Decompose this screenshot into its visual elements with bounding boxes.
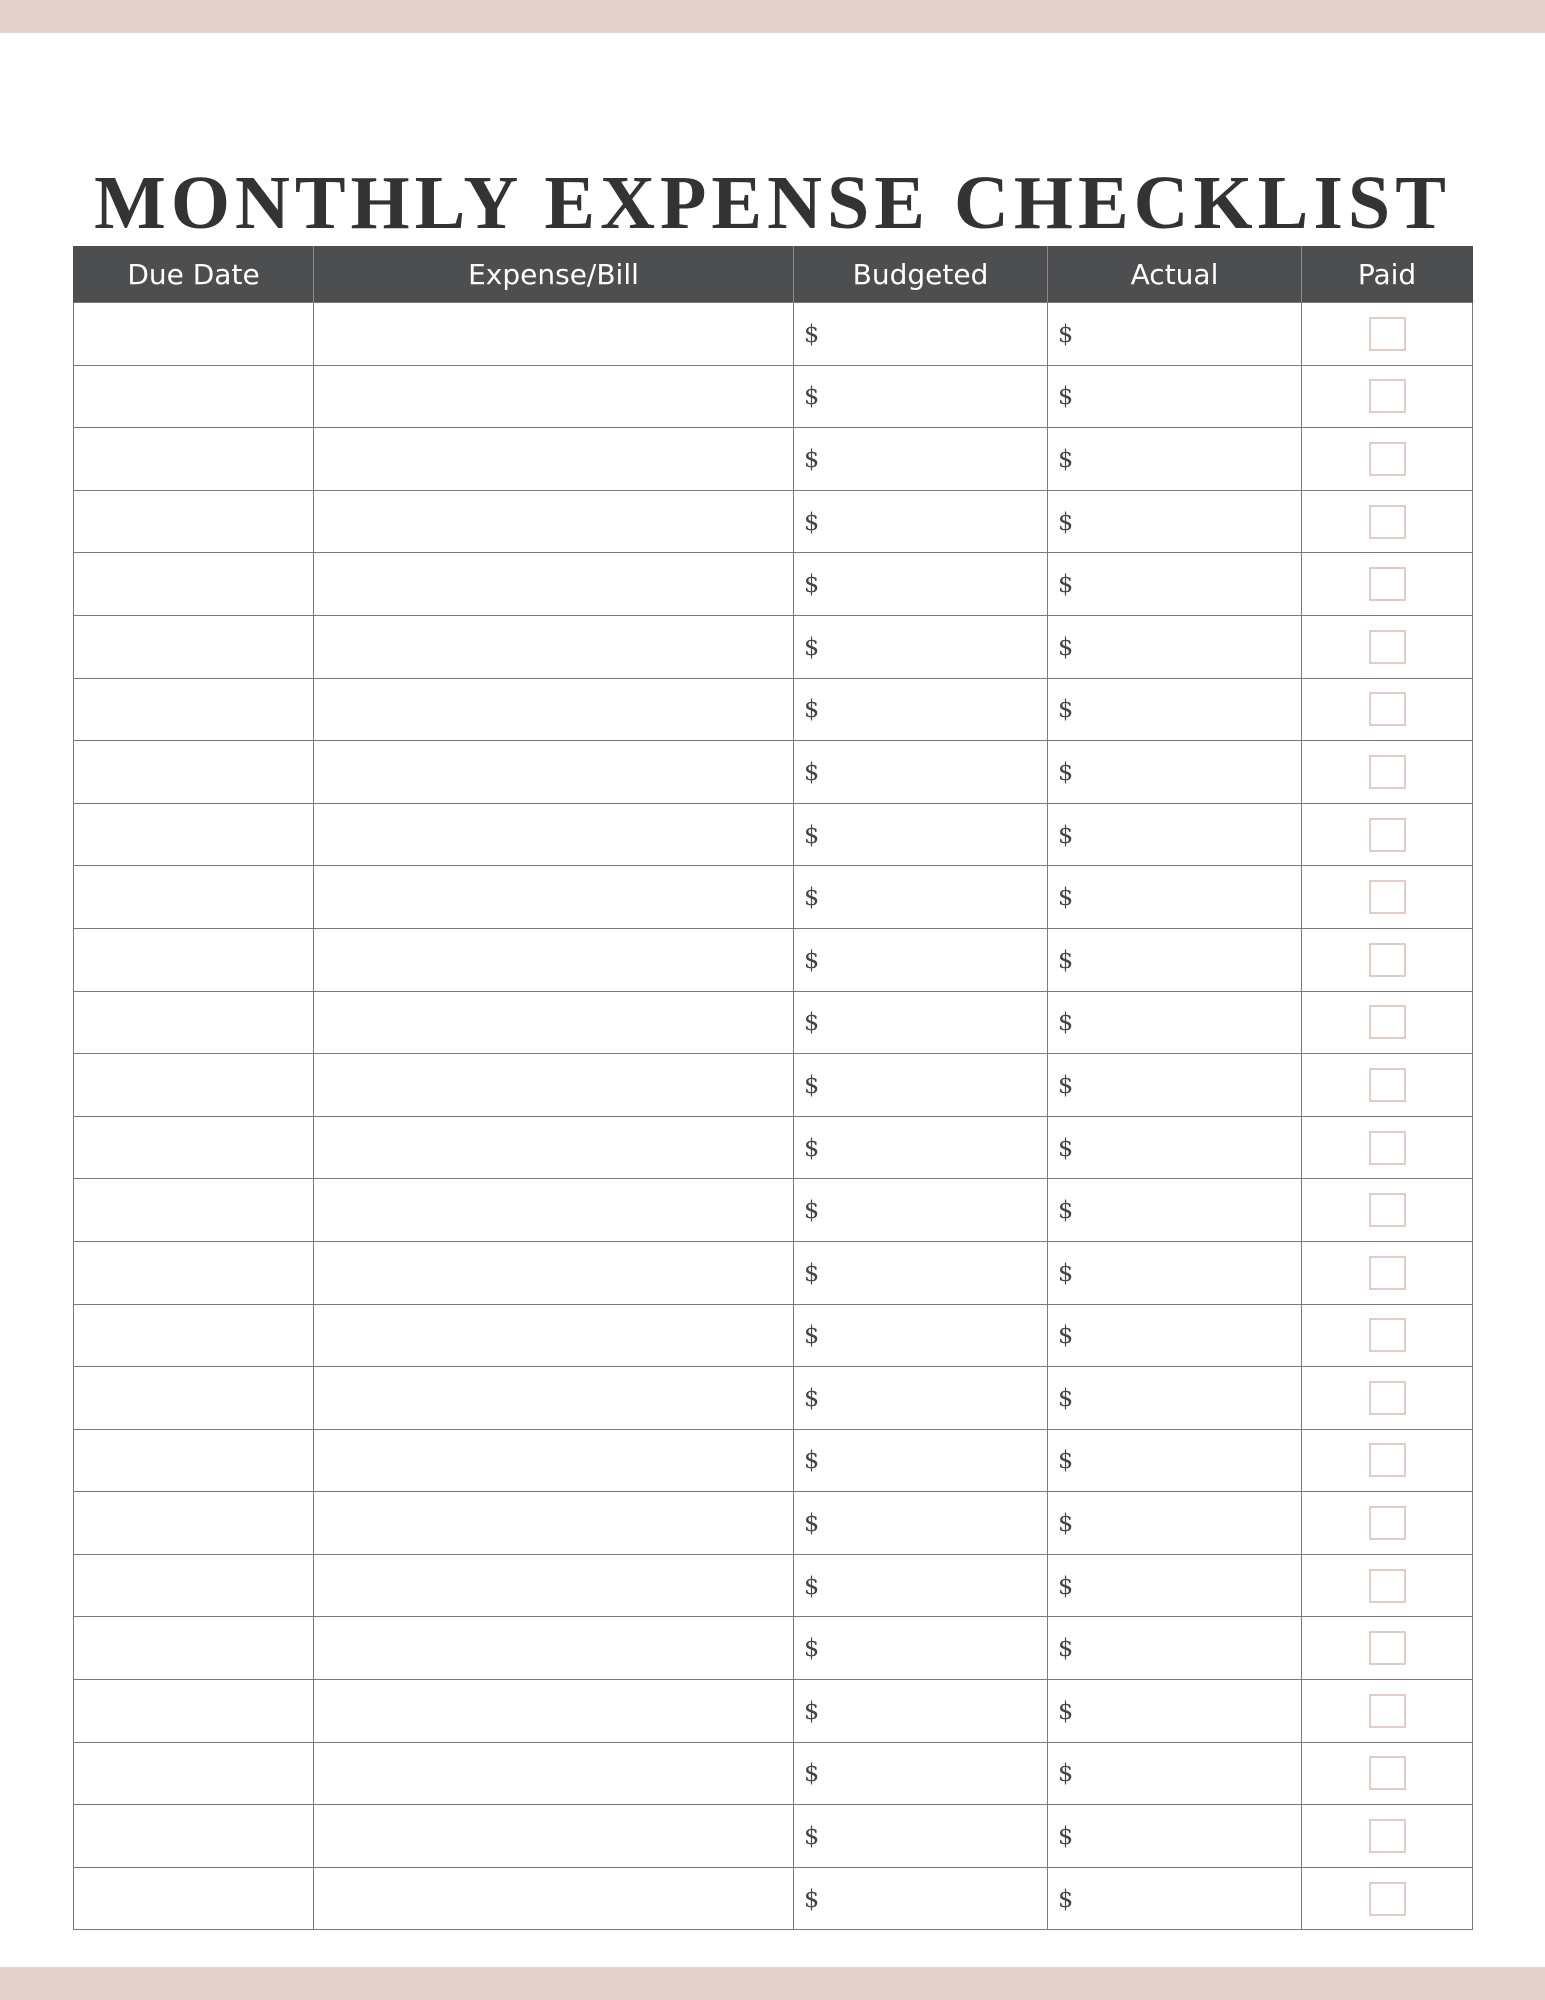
table-row	[74, 1429, 1473, 1492]
budgeted-cell[interactable]	[794, 1179, 1048, 1242]
due-date-cell[interactable]	[74, 678, 314, 741]
paid-cell	[1302, 991, 1473, 1054]
currency-symbol: $	[1058, 319, 1074, 348]
budgeted-cell[interactable]	[794, 741, 1048, 804]
actual-cell[interactable]	[1048, 1680, 1302, 1743]
paid-cell	[1302, 1867, 1473, 1930]
paid-checkbox[interactable]	[1369, 1068, 1406, 1102]
actual-cell[interactable]	[1048, 1742, 1302, 1805]
currency-symbol: $	[804, 1008, 820, 1037]
due-date-cell[interactable]	[74, 303, 314, 366]
actual-cell[interactable]	[1048, 1617, 1302, 1680]
expense-bill-cell[interactable]	[314, 1116, 794, 1179]
header-paid: Paid	[1302, 247, 1473, 303]
budgeted-cell[interactable]	[794, 303, 1048, 366]
paid-checkbox[interactable]	[1369, 630, 1406, 664]
currency-symbol: $	[1058, 1008, 1074, 1037]
paid-cell	[1302, 303, 1473, 366]
table-row	[74, 1867, 1473, 1930]
due-date-cell[interactable]	[74, 928, 314, 991]
budgeted-cell[interactable]	[794, 553, 1048, 616]
currency-symbol: $	[804, 945, 820, 974]
header-actual: Actual	[1048, 247, 1302, 303]
paid-cell	[1302, 428, 1473, 491]
actual-cell[interactable]	[1048, 928, 1302, 991]
currency-symbol: $	[1058, 757, 1074, 786]
paid-cell	[1302, 1116, 1473, 1179]
expense-bill-cell[interactable]	[314, 866, 794, 929]
expense-bill-cell[interactable]	[314, 303, 794, 366]
table-row	[74, 428, 1473, 491]
table-row	[74, 615, 1473, 678]
currency-symbol: $	[1058, 1258, 1074, 1287]
expense-bill-cell[interactable]	[314, 991, 794, 1054]
paid-checkbox[interactable]	[1369, 379, 1406, 413]
budgeted-cell[interactable]	[794, 1429, 1048, 1492]
currency-symbol: $	[1058, 1509, 1074, 1538]
expense-bill-cell[interactable]	[314, 428, 794, 491]
paid-cell	[1302, 741, 1473, 804]
due-date-cell[interactable]	[74, 866, 314, 929]
actual-cell[interactable]	[1048, 1492, 1302, 1555]
currency-symbol: $	[804, 1634, 820, 1663]
budgeted-cell[interactable]	[794, 490, 1048, 553]
paid-checkbox[interactable]	[1369, 1443, 1406, 1477]
paid-checkbox[interactable]	[1369, 1506, 1406, 1540]
paid-cell	[1302, 365, 1473, 428]
table-row	[74, 928, 1473, 991]
currency-symbol: $	[1058, 1759, 1074, 1788]
paid-cell	[1302, 678, 1473, 741]
paid-cell	[1302, 1179, 1473, 1242]
table-row	[74, 1367, 1473, 1430]
actual-cell[interactable]	[1048, 1179, 1302, 1242]
table-body	[74, 303, 1473, 1930]
currency-symbol: $	[804, 1070, 820, 1099]
table-row	[74, 1054, 1473, 1117]
currency-symbol: $	[804, 757, 820, 786]
paid-checkbox[interactable]	[1369, 1882, 1406, 1916]
paid-cell	[1302, 1617, 1473, 1680]
expense-bill-cell[interactable]	[314, 1054, 794, 1117]
due-date-cell[interactable]	[74, 1867, 314, 1930]
due-date-cell[interactable]	[74, 1554, 314, 1617]
bottom-accent-band	[0, 1967, 1545, 2000]
expense-bill-cell[interactable]	[314, 1554, 794, 1617]
due-date-cell[interactable]	[74, 741, 314, 804]
due-date-cell[interactable]	[74, 428, 314, 491]
paid-checkbox[interactable]	[1369, 442, 1406, 476]
paid-cell	[1302, 1241, 1473, 1304]
currency-symbol: $	[804, 1446, 820, 1475]
currency-symbol: $	[1058, 1634, 1074, 1663]
paid-checkbox[interactable]	[1369, 1318, 1406, 1352]
currency-symbol: $	[804, 883, 820, 912]
expense-bill-cell[interactable]	[314, 490, 794, 553]
actual-cell[interactable]	[1048, 1116, 1302, 1179]
expense-bill-cell[interactable]	[314, 1617, 794, 1680]
paid-checkbox[interactable]	[1369, 1131, 1406, 1165]
expense-table	[73, 246, 1473, 1930]
actual-cell[interactable]	[1048, 1867, 1302, 1930]
actual-cell[interactable]	[1048, 1054, 1302, 1117]
currency-symbol: $	[1058, 1133, 1074, 1162]
due-date-cell[interactable]	[74, 1742, 314, 1805]
due-date-cell[interactable]	[74, 803, 314, 866]
budgeted-cell[interactable]	[794, 678, 1048, 741]
expense-bill-cell[interactable]	[314, 1492, 794, 1555]
paid-cell	[1302, 1554, 1473, 1617]
paid-checkbox[interactable]	[1369, 1819, 1406, 1853]
currency-symbol: $	[1058, 883, 1074, 912]
paid-checkbox[interactable]	[1369, 943, 1406, 977]
actual-cell[interactable]	[1048, 615, 1302, 678]
table-row	[74, 1680, 1473, 1743]
paid-checkbox[interactable]	[1369, 692, 1406, 726]
currency-symbol: $	[804, 1321, 820, 1350]
actual-cell[interactable]	[1048, 866, 1302, 929]
currency-symbol: $	[1058, 1383, 1074, 1412]
currency-symbol: $	[804, 1196, 820, 1225]
expense-bill-cell[interactable]	[314, 365, 794, 428]
paid-checkbox[interactable]	[1369, 1193, 1406, 1227]
budgeted-cell[interactable]	[794, 1680, 1048, 1743]
table-header-row	[74, 247, 1473, 303]
currency-symbol: $	[804, 382, 820, 411]
currency-symbol: $	[1058, 507, 1074, 536]
table-row	[74, 553, 1473, 616]
budgeted-cell[interactable]	[794, 991, 1048, 1054]
paid-cell	[1302, 1429, 1473, 1492]
table-row	[74, 991, 1473, 1054]
paid-checkbox[interactable]	[1369, 880, 1406, 914]
header-expense-bill: Expense/Bill	[314, 247, 794, 303]
header-due-date: Due Date	[74, 247, 314, 303]
due-date-cell[interactable]	[74, 1680, 314, 1743]
currency-symbol: $	[1058, 820, 1074, 849]
currency-symbol: $	[1058, 1196, 1074, 1225]
currency-symbol: $	[804, 1133, 820, 1162]
budgeted-cell[interactable]	[794, 1054, 1048, 1117]
budgeted-cell[interactable]	[794, 1241, 1048, 1304]
currency-symbol: $	[804, 444, 820, 473]
expense-bill-cell[interactable]	[314, 1680, 794, 1743]
table-row	[74, 1241, 1473, 1304]
actual-cell[interactable]	[1048, 1367, 1302, 1430]
expense-bill-cell[interactable]	[314, 803, 794, 866]
due-date-cell[interactable]	[74, 1179, 314, 1242]
paid-checkbox[interactable]	[1369, 818, 1406, 852]
paid-checkbox[interactable]	[1369, 1569, 1406, 1603]
budgeted-cell[interactable]	[794, 1867, 1048, 1930]
due-date-cell[interactable]	[74, 1492, 314, 1555]
due-date-cell[interactable]	[74, 1429, 314, 1492]
paid-cell	[1302, 928, 1473, 991]
budgeted-cell[interactable]	[794, 615, 1048, 678]
actual-cell[interactable]	[1048, 803, 1302, 866]
budgeted-cell[interactable]	[794, 1367, 1048, 1430]
due-date-cell[interactable]	[74, 553, 314, 616]
actual-cell[interactable]	[1048, 1429, 1302, 1492]
expense-bill-cell[interactable]	[314, 1304, 794, 1367]
table-row	[74, 1304, 1473, 1367]
paid-checkbox[interactable]	[1369, 1381, 1406, 1415]
paid-checkbox[interactable]	[1369, 567, 1406, 601]
expense-bill-cell[interactable]	[314, 615, 794, 678]
expense-bill-cell[interactable]	[314, 678, 794, 741]
table-row	[74, 1742, 1473, 1805]
paid-checkbox[interactable]	[1369, 1756, 1406, 1790]
budgeted-cell[interactable]	[794, 1116, 1048, 1179]
actual-cell[interactable]	[1048, 991, 1302, 1054]
currency-symbol: $	[1058, 1070, 1074, 1099]
currency-symbol: $	[1058, 570, 1074, 599]
paid-checkbox[interactable]	[1369, 505, 1406, 539]
currency-symbol: $	[804, 570, 820, 599]
paid-cell	[1302, 803, 1473, 866]
table-row	[74, 365, 1473, 428]
expense-bill-cell[interactable]	[314, 928, 794, 991]
expense-bill-cell[interactable]	[314, 1805, 794, 1868]
paid-cell	[1302, 1742, 1473, 1805]
due-date-cell[interactable]	[74, 991, 314, 1054]
currency-symbol: $	[1058, 945, 1074, 974]
currency-symbol: $	[804, 1696, 820, 1725]
currency-symbol: $	[804, 1383, 820, 1412]
currency-symbol: $	[804, 1822, 820, 1851]
expense-bill-cell[interactable]	[314, 1429, 794, 1492]
actual-cell[interactable]	[1048, 365, 1302, 428]
paid-checkbox[interactable]	[1369, 1631, 1406, 1665]
table-row	[74, 803, 1473, 866]
currency-symbol: $	[1058, 1822, 1074, 1851]
budgeted-cell[interactable]	[794, 866, 1048, 929]
due-date-cell[interactable]	[74, 365, 314, 428]
paid-cell	[1302, 1492, 1473, 1555]
actual-cell[interactable]	[1048, 553, 1302, 616]
budgeted-cell[interactable]	[794, 928, 1048, 991]
paid-cell	[1302, 1054, 1473, 1117]
due-date-cell[interactable]	[74, 1304, 314, 1367]
paid-cell	[1302, 1680, 1473, 1743]
currency-symbol: $	[1058, 444, 1074, 473]
currency-symbol: $	[1058, 1696, 1074, 1725]
budgeted-cell[interactable]	[794, 365, 1048, 428]
currency-symbol: $	[1058, 695, 1074, 724]
currency-symbol: $	[804, 507, 820, 536]
due-date-cell[interactable]	[74, 1054, 314, 1117]
expense-bill-cell[interactable]	[314, 741, 794, 804]
currency-symbol: $	[1058, 1446, 1074, 1475]
budgeted-cell[interactable]	[794, 1492, 1048, 1555]
header-budgeted: Budgeted	[794, 247, 1048, 303]
currency-symbol: $	[804, 1759, 820, 1788]
table-row	[74, 1554, 1473, 1617]
currency-symbol: $	[804, 820, 820, 849]
currency-symbol: $	[1058, 382, 1074, 411]
table-row	[74, 1116, 1473, 1179]
paid-cell	[1302, 1367, 1473, 1430]
currency-symbol: $	[804, 1258, 820, 1287]
paid-checkbox[interactable]	[1369, 1005, 1406, 1039]
currency-symbol: $	[804, 1509, 820, 1538]
currency-symbol: $	[1058, 1884, 1074, 1913]
due-date-cell[interactable]	[74, 1805, 314, 1868]
expense-bill-cell[interactable]	[314, 1867, 794, 1930]
paid-cell	[1302, 615, 1473, 678]
due-date-cell[interactable]	[74, 1116, 314, 1179]
expense-bill-cell[interactable]	[314, 1241, 794, 1304]
paid-cell	[1302, 866, 1473, 929]
paid-cell	[1302, 553, 1473, 616]
budgeted-cell[interactable]	[794, 803, 1048, 866]
due-date-cell[interactable]	[74, 1367, 314, 1430]
currency-symbol: $	[1058, 1321, 1074, 1350]
actual-cell[interactable]	[1048, 678, 1302, 741]
currency-symbol: $	[804, 695, 820, 724]
currency-symbol: $	[804, 1884, 820, 1913]
actual-cell[interactable]	[1048, 303, 1302, 366]
table-row	[74, 1805, 1473, 1868]
budgeted-cell[interactable]	[794, 1805, 1048, 1868]
table-row	[74, 678, 1473, 741]
paid-checkbox[interactable]	[1369, 755, 1406, 789]
paid-cell	[1302, 1304, 1473, 1367]
budgeted-cell[interactable]	[794, 1742, 1048, 1805]
expense-bill-cell[interactable]	[314, 1179, 794, 1242]
paid-checkbox[interactable]	[1369, 317, 1406, 351]
currency-symbol: $	[1058, 1571, 1074, 1600]
table-row	[74, 1492, 1473, 1555]
table-row	[74, 490, 1473, 553]
expense-bill-cell[interactable]	[314, 1367, 794, 1430]
table-row	[74, 741, 1473, 804]
table-row	[74, 303, 1473, 366]
top-accent-band	[0, 0, 1545, 33]
actual-cell[interactable]	[1048, 428, 1302, 491]
budgeted-cell[interactable]	[794, 1554, 1048, 1617]
actual-cell[interactable]	[1048, 490, 1302, 553]
currency-symbol: $	[804, 632, 820, 661]
actual-cell[interactable]	[1048, 1554, 1302, 1617]
budgeted-cell[interactable]	[794, 1617, 1048, 1680]
currency-symbol: $	[804, 319, 820, 348]
currency-symbol: $	[1058, 632, 1074, 661]
table-row	[74, 1617, 1473, 1680]
due-date-cell[interactable]	[74, 490, 314, 553]
table-row	[74, 1179, 1473, 1242]
page-title: MONTHLY EXPENSE CHECKLIST	[94, 160, 1451, 245]
currency-symbol: $	[804, 1571, 820, 1600]
table-row	[74, 866, 1473, 929]
due-date-cell[interactable]	[74, 1241, 314, 1304]
due-date-cell[interactable]	[74, 615, 314, 678]
budgeted-cell[interactable]	[794, 1304, 1048, 1367]
paid-cell	[1302, 1805, 1473, 1868]
paid-checkbox[interactable]	[1369, 1256, 1406, 1290]
due-date-cell[interactable]	[74, 1617, 314, 1680]
actual-cell[interactable]	[1048, 1304, 1302, 1367]
expense-bill-cell[interactable]	[314, 553, 794, 616]
actual-cell[interactable]	[1048, 1805, 1302, 1868]
budgeted-cell[interactable]	[794, 428, 1048, 491]
expense-bill-cell[interactable]	[314, 1742, 794, 1805]
paid-cell	[1302, 490, 1473, 553]
actual-cell[interactable]	[1048, 1241, 1302, 1304]
actual-cell[interactable]	[1048, 741, 1302, 804]
paid-checkbox[interactable]	[1369, 1694, 1406, 1728]
